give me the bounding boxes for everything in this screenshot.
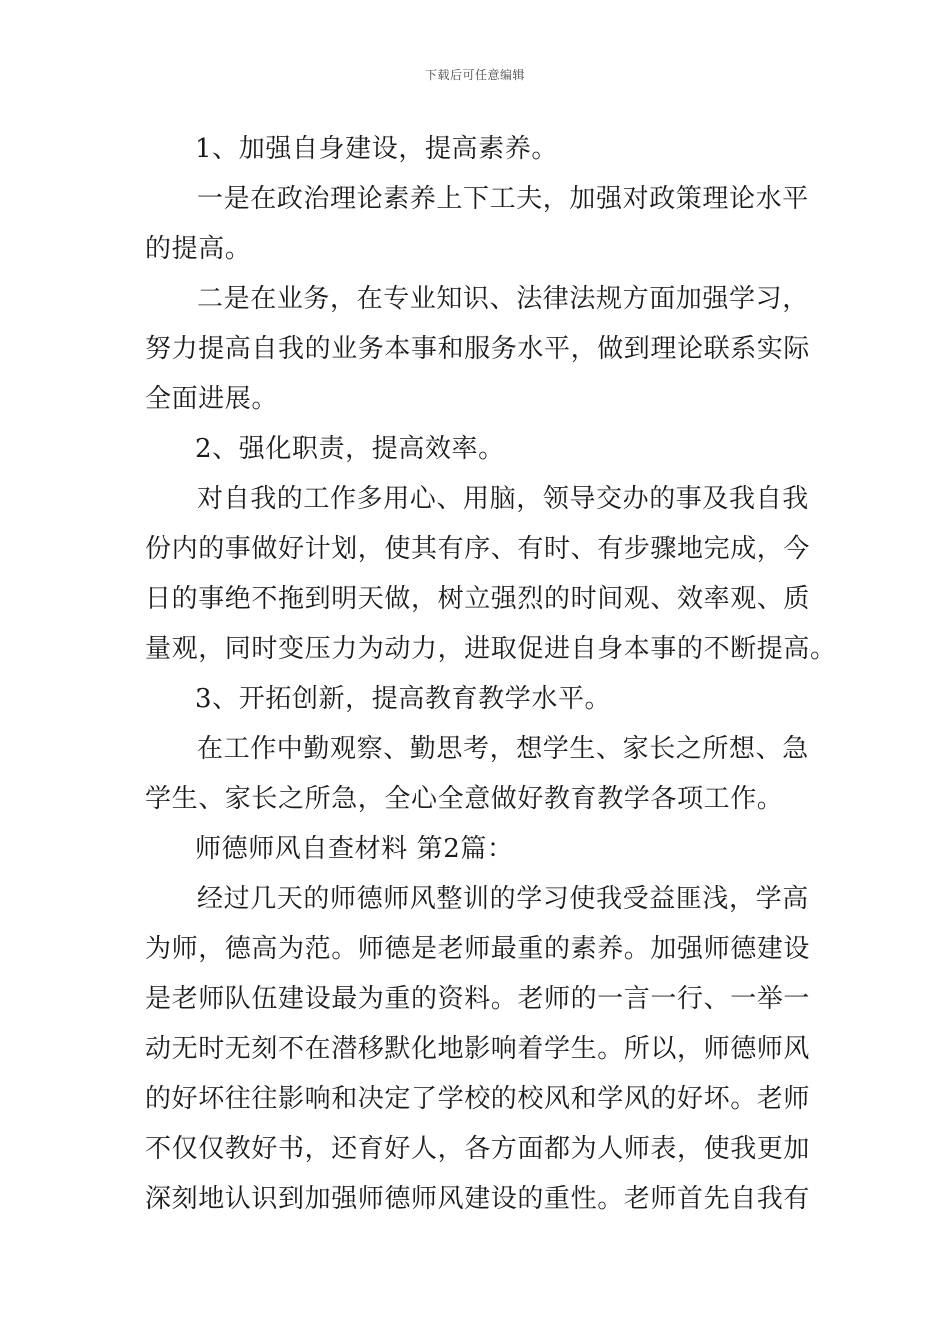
section-title: 师德师风自查材料 第2篇： bbox=[195, 834, 514, 864]
heading-2: 2、强化职责，提高效率。 bbox=[195, 434, 505, 464]
paragraph-line: 在工作中勤观察、勤思考，想学生、家长之所想、急 bbox=[197, 734, 809, 764]
paragraph-line: 二是在业务，在专业知识、法律法规方面加强学习， bbox=[197, 284, 809, 314]
heading-3: 3、开拓创新，提高教育教学水平。 bbox=[195, 684, 612, 714]
heading-1: 1、加强自身建设，提高素养。 bbox=[195, 134, 558, 164]
paragraph-line: 动无时无刻不在潜移默化地影响着学生。所以，师德师风 bbox=[145, 1034, 811, 1064]
page-header: 下载后可任意编辑 bbox=[424, 68, 525, 82]
paragraph-line: 努力提高自我的业务本事和服务水平，做到理论联系实际 bbox=[145, 334, 811, 364]
paragraph-line: 的好坏往往影响和决定了学校的校风和学风的好坏。老师 bbox=[145, 1084, 811, 1114]
paragraph-line: 为师，德高为范。师德是老师最重的素养。加强师德建设 bbox=[145, 934, 811, 964]
paragraph-line: 日的事绝不拖到明天做，树立强烈的时间观、效率观、质 bbox=[145, 584, 811, 614]
paragraph-line: 是老师队伍建设最为重的资料。老师的一言一行、一举一 bbox=[145, 984, 811, 1014]
paragraph-line: 的提高。 bbox=[145, 234, 252, 264]
paragraph-line: 经过几天的师德师风整训的学习使我受益匪浅，学高 bbox=[197, 884, 809, 914]
paragraph-line: 不仅仅教好书，还育好人，各方面都为人师表，使我更加 bbox=[145, 1134, 811, 1164]
paragraph-line: 份内的事做好计划，使其有序、有时、有步骤地完成，今 bbox=[145, 534, 811, 564]
paragraph-line: 一是在政治理论素养上下工夫，加强对政策理论水平 bbox=[197, 184, 809, 214]
paragraph-line: 量观，同时变压力为动力，进取促进自身本事的不断提高。 bbox=[145, 634, 837, 664]
paragraph-line: 全面进展。 bbox=[145, 384, 279, 414]
paragraph-line: 学生、家长之所急，全心全意做好教育教学各项工作。 bbox=[145, 784, 784, 814]
paragraph-line: 对自我的工作多用心、用脑，领导交办的事及我自我 bbox=[197, 484, 809, 514]
paragraph-line: 深刻地认识到加强师德师风建设的重性。老师首先自我有 bbox=[145, 1184, 811, 1214]
